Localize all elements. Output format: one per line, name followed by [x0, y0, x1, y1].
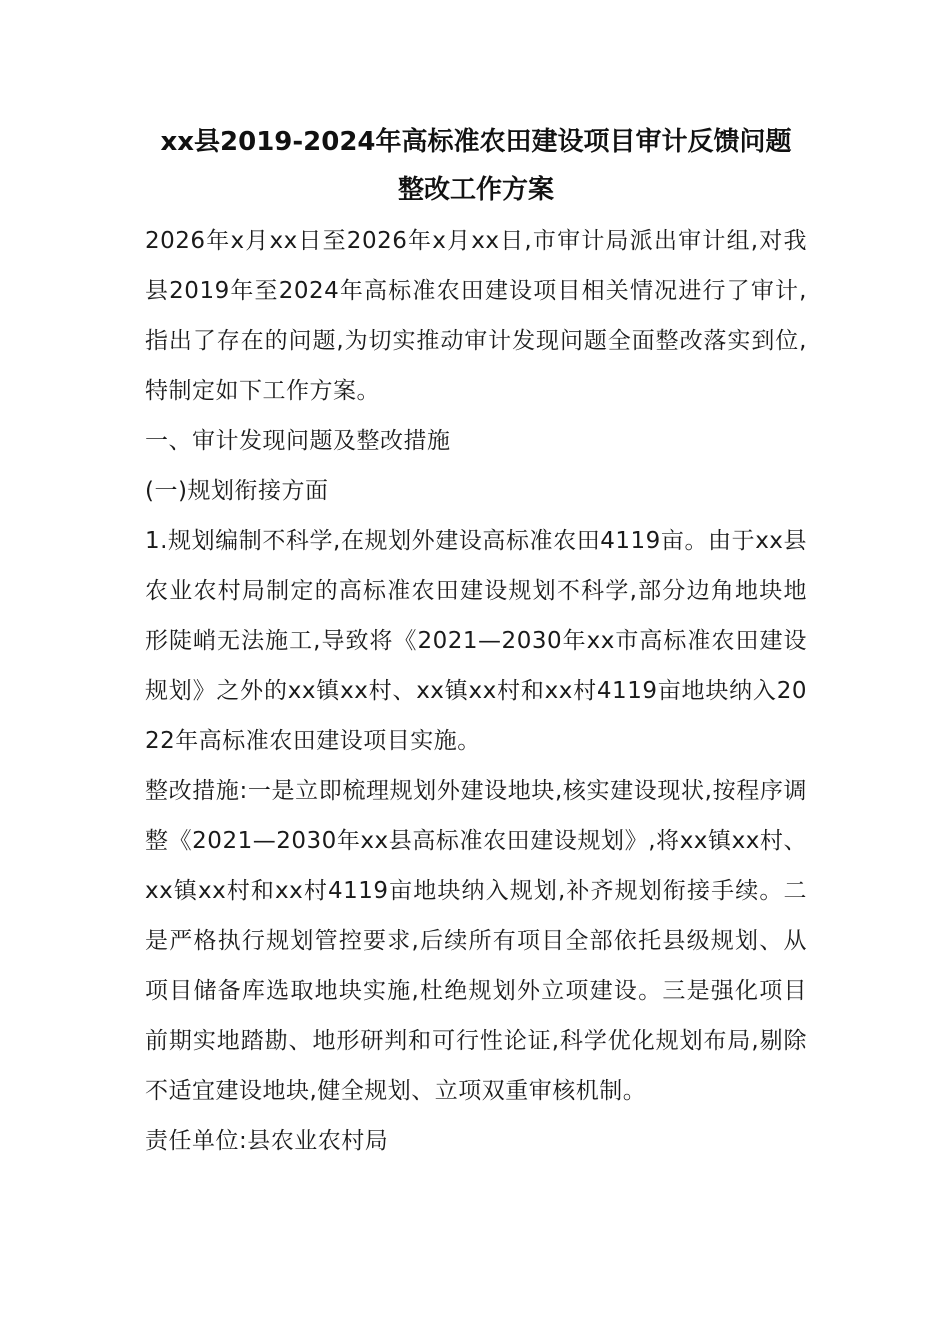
issue-paragraph: 1.规划编制不科学,在规划外建设高标准农田4119亩。由于xx县农业农村局制定的高标准农田建设规划不科学,部分边角地块地形陡峭无法施工,导致将《2021—2030年xx市高标准农田建设规划》之外的xx镇xx村、xx镇xx村和xx村4119亩地块纳入2022年高标准农田建设项目实施。	[145, 528, 807, 754]
section-heading: 一、审计发现问题及整改措施	[145, 428, 451, 454]
subsection-heading: (一)规划衔接方面	[145, 478, 329, 504]
document-title	[145, 118, 807, 214]
document-page	[145, 118, 807, 1166]
document-title-line-2: 整改工作方案	[397, 175, 554, 205]
rectification-paragraph: 整改措施:一是立即梳理规划外建设地块,核实建设现状,按程序调整《2021—2030年xx县高标准农田建设规划》,将xx镇xx村、xx镇xx村和xx村4119亩地块纳入规划,补齐规划衔接手续。二是严格执行规划管控要求,后续所有项目全部依托县级规划、从项目储备库选取地块实施,杜绝规划外立项建设。三是强化项目前期实地踏勘、地形研判和可行性论证,科学优化规划布局,剔除不适宜建设地块,健全规划、立项双重审核机制。	[145, 778, 807, 1104]
intro-paragraph: 2026年x月xx日至2026年x月xx日,市审计局派出审计组,对我县2019年至2024年高标准农田建设项目相关情况进行了审计,指出了存在的问题,为切实推动审计发现问题全面整改落实到位,特制定如下工作方案。	[145, 228, 807, 404]
document-title-line-1: xx县2019-2024年高标准农田建设项目审计反馈问题	[160, 127, 792, 157]
responsible-unit: 责任单位:县农业农村局	[145, 1128, 389, 1154]
